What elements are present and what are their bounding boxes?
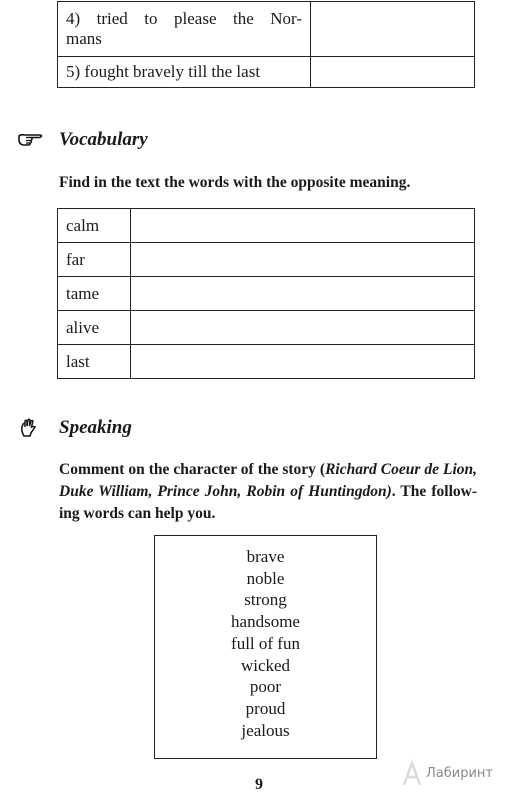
table-row — [58, 243, 475, 277]
word-item: wicked — [240, 655, 291, 675]
answer-cell[interactable] — [131, 311, 475, 345]
word-item: brave — [246, 547, 285, 566]
raised-hand-icon — [20, 418, 38, 438]
word-item: jealous — [241, 720, 290, 740]
instruction-names: Duke William, Prince John, Robin of Huntingdon) — [59, 483, 392, 500]
answer-cell[interactable] — [131, 243, 475, 277]
instruction-line — [59, 481, 477, 503]
answer-cell[interactable] — [131, 277, 475, 311]
speaking-instruction — [59, 459, 477, 525]
statement-line: 4) tried to please the Nor- — [66, 9, 302, 28]
vocabulary-instruction: Find in the text the words with the opposite meaning. — [59, 174, 411, 191]
answer-cell[interactable] — [131, 209, 475, 243]
word-item: poor — [249, 677, 282, 697]
word-cell: tame — [58, 277, 131, 311]
speaking-icon — [20, 418, 38, 443]
word-box — [154, 535, 377, 759]
table-row — [58, 2, 475, 57]
instruction-text: Comment on the character of the story ( — [59, 461, 326, 478]
word-item: proud — [245, 698, 286, 718]
answer-cell[interactable] — [311, 2, 475, 57]
vocabulary-table — [57, 208, 475, 379]
table-row — [58, 311, 475, 345]
watermark-text: Лабиринт — [426, 766, 493, 781]
instruction-line: ing words can help you. — [59, 505, 216, 522]
table-row — [58, 209, 475, 243]
instruction-text: . The follow- — [391, 483, 477, 500]
page-number: 9 — [255, 776, 263, 793]
word-item: handsome — [231, 612, 300, 632]
statement-cell — [58, 2, 311, 57]
statement-cell: 5) fought bravely till the last — [58, 57, 311, 88]
instruction-names: Richard Coeur de Lion, — [325, 461, 478, 478]
word-cell: last — [58, 345, 131, 379]
word-item: strong — [244, 590, 287, 610]
table-row — [58, 277, 475, 311]
word-cell: calm — [58, 209, 131, 243]
answer-cell[interactable] — [131, 345, 475, 379]
vocabulary-heading: Vocabulary — [59, 129, 148, 150]
speaking-heading: Speaking — [59, 417, 132, 438]
word-item: noble — [246, 568, 285, 588]
word-cell: alive — [58, 311, 131, 345]
table-row — [58, 345, 475, 379]
table-row — [58, 57, 475, 88]
pointing-hand-icon — [18, 131, 44, 147]
statement-line: mans — [66, 29, 102, 48]
word-item: full of fun — [231, 633, 300, 653]
vocabulary-icon — [18, 131, 44, 152]
instruction-line — [59, 459, 477, 481]
word-cell: far — [58, 243, 131, 277]
top-table — [57, 1, 475, 88]
answer-cell[interactable] — [311, 57, 475, 88]
